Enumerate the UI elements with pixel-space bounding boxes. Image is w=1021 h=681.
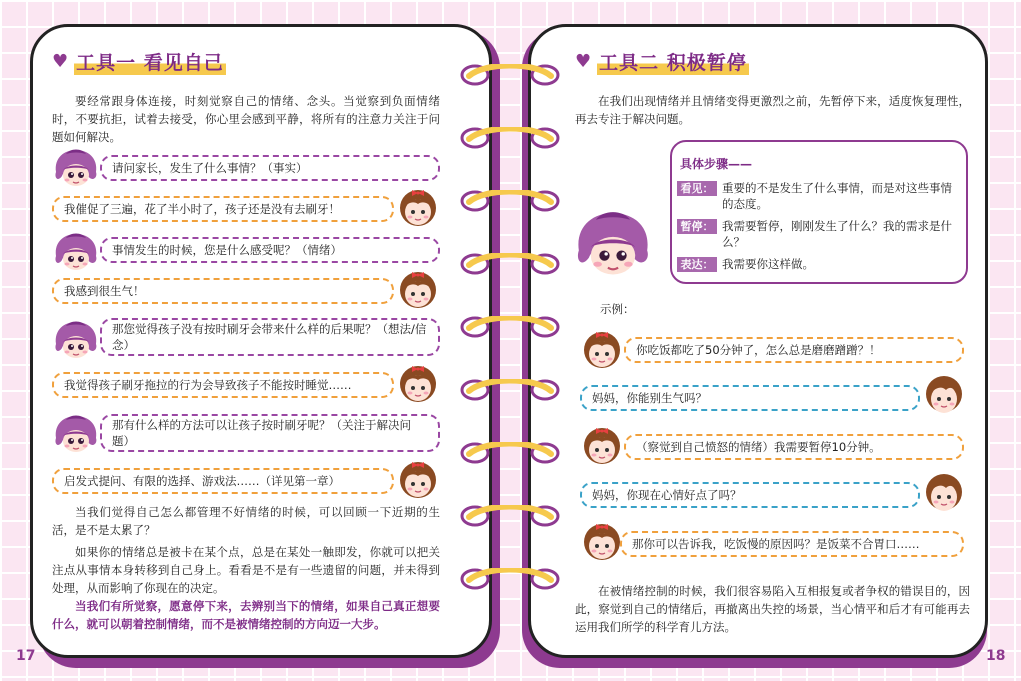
mom-avatar-icon [398, 458, 438, 500]
left-dialogue-3: 事情发生的时候，您是什么感受呢？（情绪） [100, 237, 440, 263]
left-page-title: 工具一 看见自己 [74, 48, 226, 75]
left-dialogue-1: 请问家长，发生了什么事情？（事实） [100, 155, 440, 181]
left-dialogue-2: 我催促了三遍，花了半小时了，孩子还是没有去刷牙！ [52, 196, 394, 222]
step-text-see: 重要的不是发生了什么事情，而是对这些事情的态度。 [722, 181, 952, 211]
left-dialogue-8: 启发式提问、有限的选择、游戏法……（详见第一章） [52, 468, 394, 494]
example-label: 示例： [600, 302, 635, 316]
mom-avatar-icon [398, 362, 438, 404]
steps-title: 具体步骤—— [680, 157, 753, 171]
spiral-ring-icon [455, 442, 565, 464]
girl-avatar-icon [52, 230, 100, 272]
spiral-ring-icon [455, 64, 565, 86]
left-dialogue-4: 我感到很生气！ [52, 278, 394, 304]
girl-avatar-icon [52, 146, 100, 188]
right-closing: 在被情绪控制的时候，我们很容易陷入互相报复或者争权的错误目的，因此，察觉到自己的情绪后，再撤离出失控的场景，当心情平和后才有可能再去运用我们所学的科学育儿方法。 [575, 584, 970, 634]
boy-avatar-icon [924, 472, 964, 514]
page-number-left: 17 [16, 648, 36, 664]
girl-avatar-icon [572, 200, 654, 284]
step-tag-express: 表达： [677, 257, 717, 272]
step-tag-pause: 暂停： [677, 219, 717, 234]
spiral-ring-icon [455, 253, 565, 275]
left-intro: 要经常跟身体连接，时刻觉察自己的情绪、念头。当觉察到负面情绪时，不要抗拒，试着去接受，你心里会感到平静，将所有的注意力关注于问题如何解决。 [52, 94, 440, 144]
left-dialogue-5: 那您觉得孩子没有按时刷牙会带来什么样的后果呢？（想法/信念） [100, 318, 440, 356]
right-intro: 在我们出现情绪并且情绪变得更激烈之前，先暂停下来，适度恢复理性，再去专注于解决问题。 [575, 94, 970, 126]
left-dialogue-7: 那有什么样的方法可以让孩子按时刷牙呢？（关注于解决问题） [100, 414, 440, 452]
girl-avatar-icon [52, 318, 100, 360]
spiral-ring-icon [455, 127, 565, 149]
right-dialogue-2: 妈妈，你能别生气吗？ [580, 385, 920, 411]
step-text-express: 我需要你这样做。 [722, 257, 814, 271]
right-page-title: 工具二 积极暂停 [597, 48, 749, 75]
right-title-row [575, 48, 749, 75]
right-dialogue-1: 你吃饭都吃了50分钟了，怎么总是磨磨蹭蹭？！ [624, 337, 964, 363]
mom-avatar-icon [582, 520, 622, 562]
left-para-3: 如果你的情绪总是被卡在某个点，总是在某处一触即发，你就可以把关注点从事情本身转移到自己身上。看看是不是有一些遗留的问题，并未得到处理，从而影响了你现在的决定。 [52, 545, 440, 595]
girl-avatar-icon [52, 412, 100, 454]
left-title-row [52, 48, 226, 75]
mom-avatar-icon [582, 424, 622, 466]
right-dialogue-5: 那你可以告诉我，吃饭慢的原因吗？是饭菜不合胃口…… [620, 531, 964, 557]
spiral-ring-icon [455, 190, 565, 212]
right-dialogue-3: （察觉到自己愤怒的情绪）我需要暂停10分钟。 [624, 434, 964, 460]
spiral-ring-icon [455, 568, 565, 590]
heart-icon: ♥ [52, 51, 69, 72]
right-dialogue-4: 妈妈，你现在心情好点了吗？ [580, 482, 920, 508]
spiral-ring-icon [455, 316, 565, 338]
spiral-ring-icon [455, 379, 565, 401]
spiral-ring-icon [455, 505, 565, 527]
step-text-pause: 我需要暂停，刚刚发生了什么？我的需求是什么？ [722, 219, 952, 249]
mom-avatar-icon [582, 328, 622, 370]
heart-icon: ♥ [575, 51, 592, 72]
mom-avatar-icon [398, 186, 438, 228]
step-tag-see: 看见： [677, 181, 717, 196]
left-highlight: 当我们有所觉察，愿意停下来，去辨别当下的情绪，如果自己真正想要什么，就可以朝着控制情绪，而不是被情绪控制的方向迈一大步。 [52, 599, 440, 631]
left-dialogue-6: 我觉得孩子刷牙拖拉的行为会导致孩子不能按时睡觉…… [52, 372, 394, 398]
page-number-right: 18 [986, 648, 1006, 664]
left-para-2: 当我们觉得自己怎么都管理不好情绪的时候，可以回顾一下近期的生活，是不是太累了？ [52, 505, 440, 537]
mom-avatar-icon [398, 268, 438, 310]
boy-avatar-icon [924, 374, 964, 416]
